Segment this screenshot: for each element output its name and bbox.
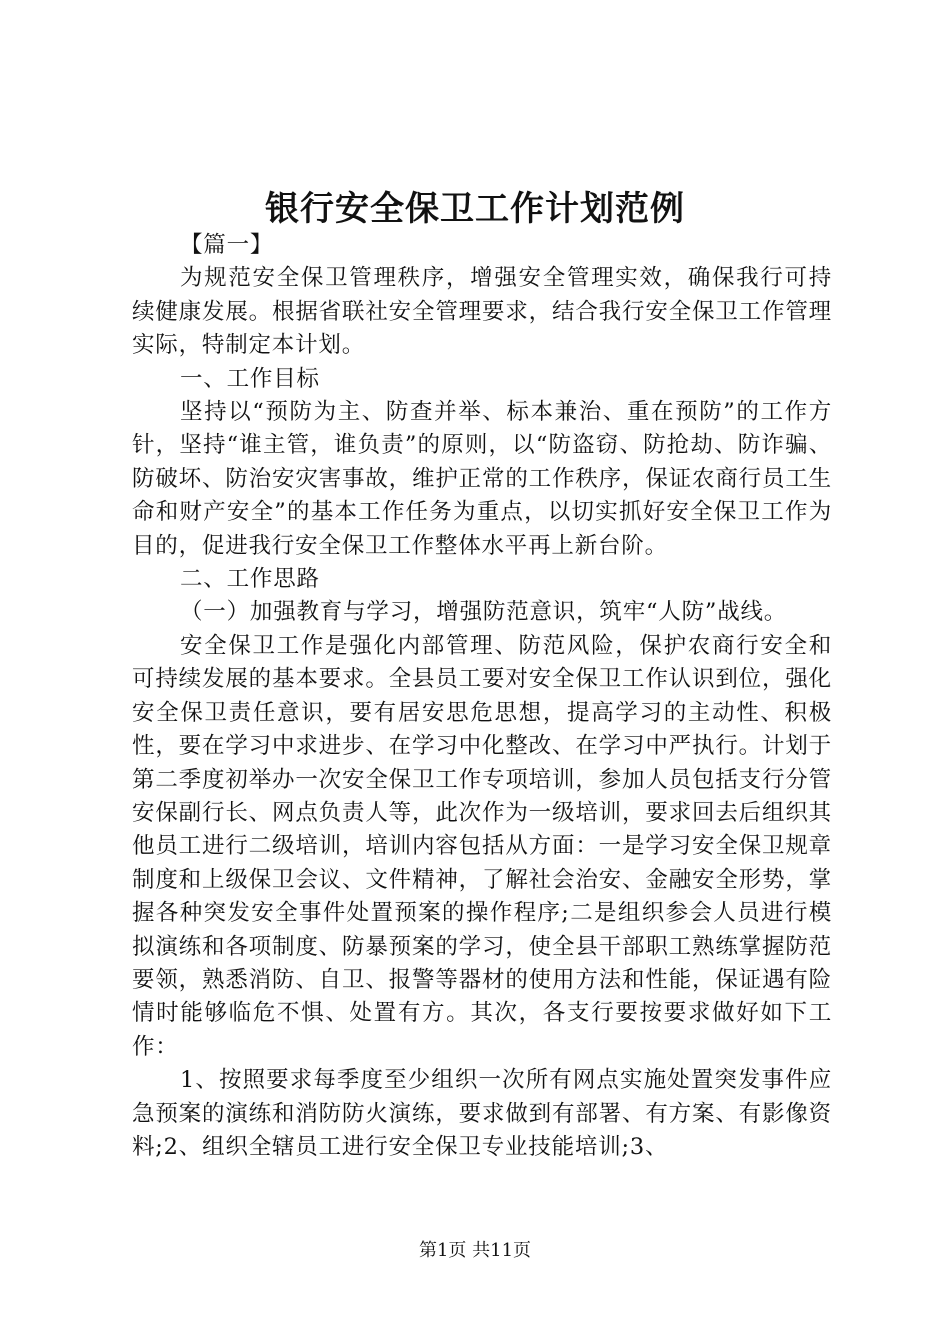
- document-body: [132, 229, 832, 1164]
- education-paragraph: 安全保卫工作是强化内部管理、防范风险，保护农商行安全和可持续发展的基本要求。全县员工要对安全保卫工作认识到位，强化安全保卫责任意识，要有居安思危思想，提高学习的主动性、积极性，要在学习中求进步、在学习中化整改、在学习中严执行。计划于第二季度初举办一次安全保卫工作专项培训，参加人员包括支行分管安保副行长、网点负责人等，此次作为一级培训，要求回去后组织其他员工进行二级培训，培训内容包括从方面：一是学习安全保卫规章制度和上级保卫会议、文件精神，了解社会治安、金融安全形势，掌握各种突发安全事件处置预案的操作程序;二是组织参会人员进行模拟演练和各项制度、防暴预案的学习，使全县干部职工熟练掌握防范要领，熟悉消防、自卫、报警等器材的使用方法和性能，保证遇有险情时能够临危不惧、处置有方。其次，各支行要按要求做好如下工作：: [132, 632, 832, 1060]
- subheading-education: （一）加强教育与学习，增强防范意识，筑牢“人防”战线。: [180, 599, 788, 626]
- heading-work-approach: 二、工作思路: [180, 566, 320, 593]
- section-marker: 【篇一】: [180, 232, 274, 258]
- heading-work-goals: 一、工作目标: [180, 365, 320, 392]
- task-list-paragraph: 1、按照要求每季度至少组织一次所有网点实施处置突发事件应急预案的演练和消防防火演练，要求做到有部署、有方案、有影像资料;2、组织全辖员工进行安全保卫专业技能培训;3、: [132, 1067, 832, 1160]
- intro-paragraph: 为规范安全保卫管理秩序，增强安全管理实效，确保我行可持续健康发展。根据省联社安全管理要求，结合我行安全保卫工作管理实际，特制定本计划。: [132, 265, 832, 359]
- document-title: 银行安全保卫工作计划范例: [265, 189, 685, 229]
- page-footer: 第1页 共11页: [418, 1240, 532, 1261]
- goals-paragraph: 坚持以“预防为主、防查并举、标本兼治、重在预防”的工作方针，坚持“谁主管，谁负责”的原则，以“防盗窃、防抢劫、防诈骗、防破坏、防治安灾害事故，维护正常的工作秩序，保证农商行员工生命和财产安全”的基本工作任务为重点，以切实抓好安全保卫工作为目的，促进我行安全保卫工作整体水平再上新台阶。: [132, 399, 832, 559]
